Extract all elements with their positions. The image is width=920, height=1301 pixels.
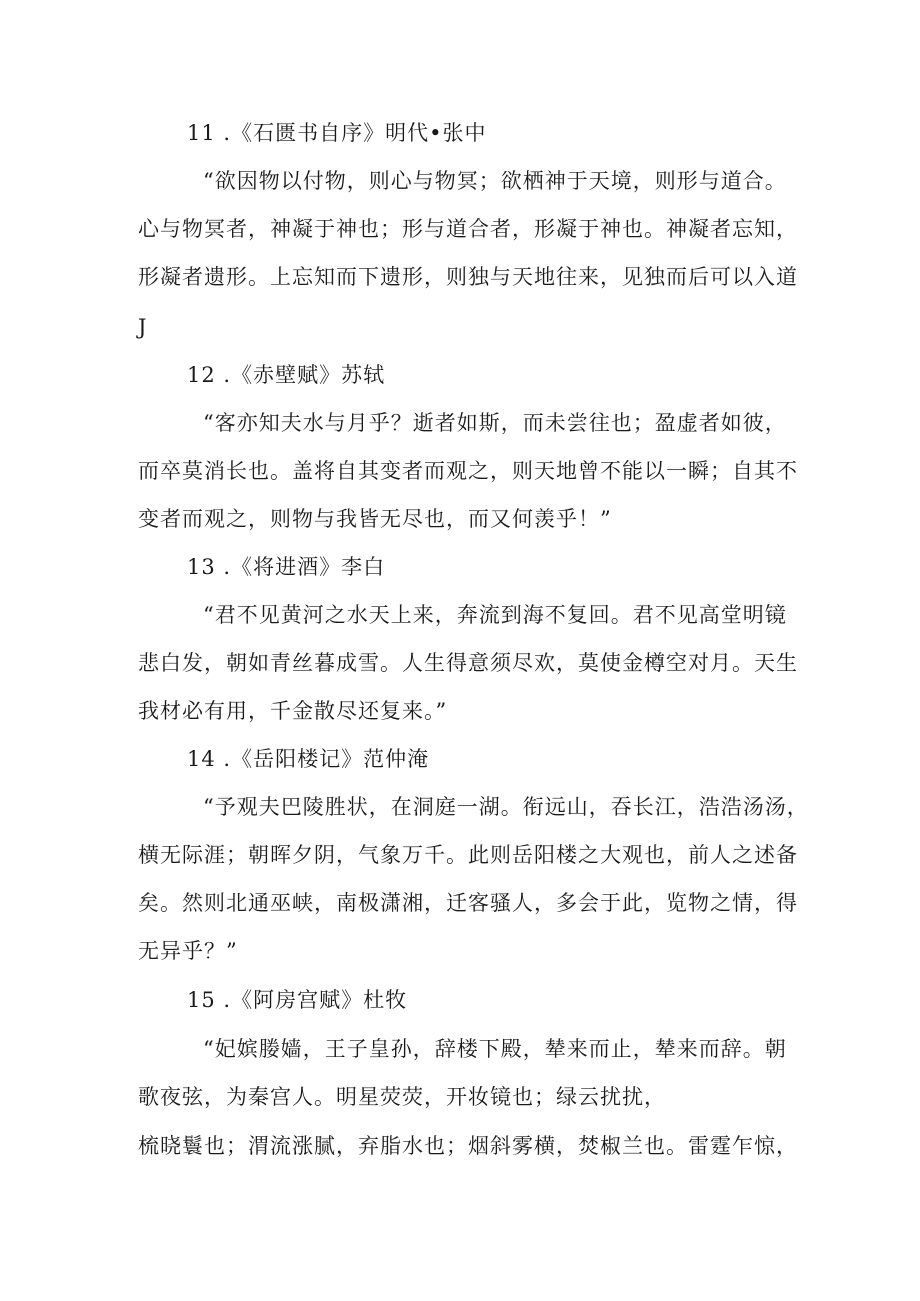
entry-13-line-2: 悲白发，朝如青丝暮成雪。人生得意须尽欢，莫使金樽空对月。天生 xyxy=(138,651,798,675)
entry-14-heading: 14 .《岳阳楼记》范仲淹 xyxy=(187,747,430,771)
entry-11-heading: 11 .《石匮书自序》明代•张中 xyxy=(187,121,487,145)
entry-14-line-3: 矣。然则北通巫峡，南极潇湘，迁客骚人，多会于此，览物之情，得 xyxy=(138,891,798,915)
entry-11-line-1: “欲因物以付物，则心与物冥；欲栖神于天境，则形与道合。 xyxy=(203,169,787,193)
entry-12-line-2: 而卒莫消长也。盖将自其变者而观之，则天地曾不能以一瞬；自其不 xyxy=(138,459,798,483)
entry-15-line-3: 梳晓鬟也；渭流涨腻，弃脂水也；烟斜雾横，焚椒兰也。雷霆乍惊， xyxy=(138,1134,798,1158)
entry-12-line-1: “客亦知夫水与月乎？逝者如斯，而未尝往也；盈虚者如彼， xyxy=(203,411,787,435)
entry-12-line-3: 变者而观之，则物与我皆无尽也，而又何羡乎！” xyxy=(138,507,612,531)
entry-11-line-2: 心与物冥者，神凝于神也；形与道合者，形凝于神也。神凝者忘知， xyxy=(138,217,798,241)
entry-11-line-3: 形凝者遗形。上忘知而下遗形，则独与天地往来，见独而后可以入道 xyxy=(138,265,798,289)
entry-15-line-2: 歌夜弦，为秦宫人。明星荧荧，开妆镜也；绿云扰扰， xyxy=(138,1085,666,1109)
entry-15-heading: 15 .《阿房宫赋》杜牧 xyxy=(187,988,408,1012)
entry-15-line-1: “妃嫔媵嫱，王子皇孙，辞楼下殿，辇来而止，辇来而辞。朝 xyxy=(203,1037,787,1061)
entry-12-heading: 12 .《赤壁赋》苏轼 xyxy=(187,363,386,387)
entry-14-line-1: “予观夫巴陵胜状，在洞庭一湖。衔远山，吞长江，浩浩汤汤， xyxy=(203,795,809,819)
entry-13-heading: 13 .《将进酒》李白 xyxy=(187,555,386,579)
entry-13-line-3: 我材必有用，千金散尽还复来。” xyxy=(138,699,448,723)
entry-14-line-2: 横无际涯；朝晖夕阴，气象万千。此则岳阳楼之大观也，前人之述备 xyxy=(138,843,798,867)
entry-11-line-4: J xyxy=(138,315,148,339)
entry-14-line-4: 无异乎？” xyxy=(138,939,238,963)
entry-13-line-1: “君不见黄河之水天上来，奔流到海不复回。君不见高堂明镜 xyxy=(203,603,787,627)
